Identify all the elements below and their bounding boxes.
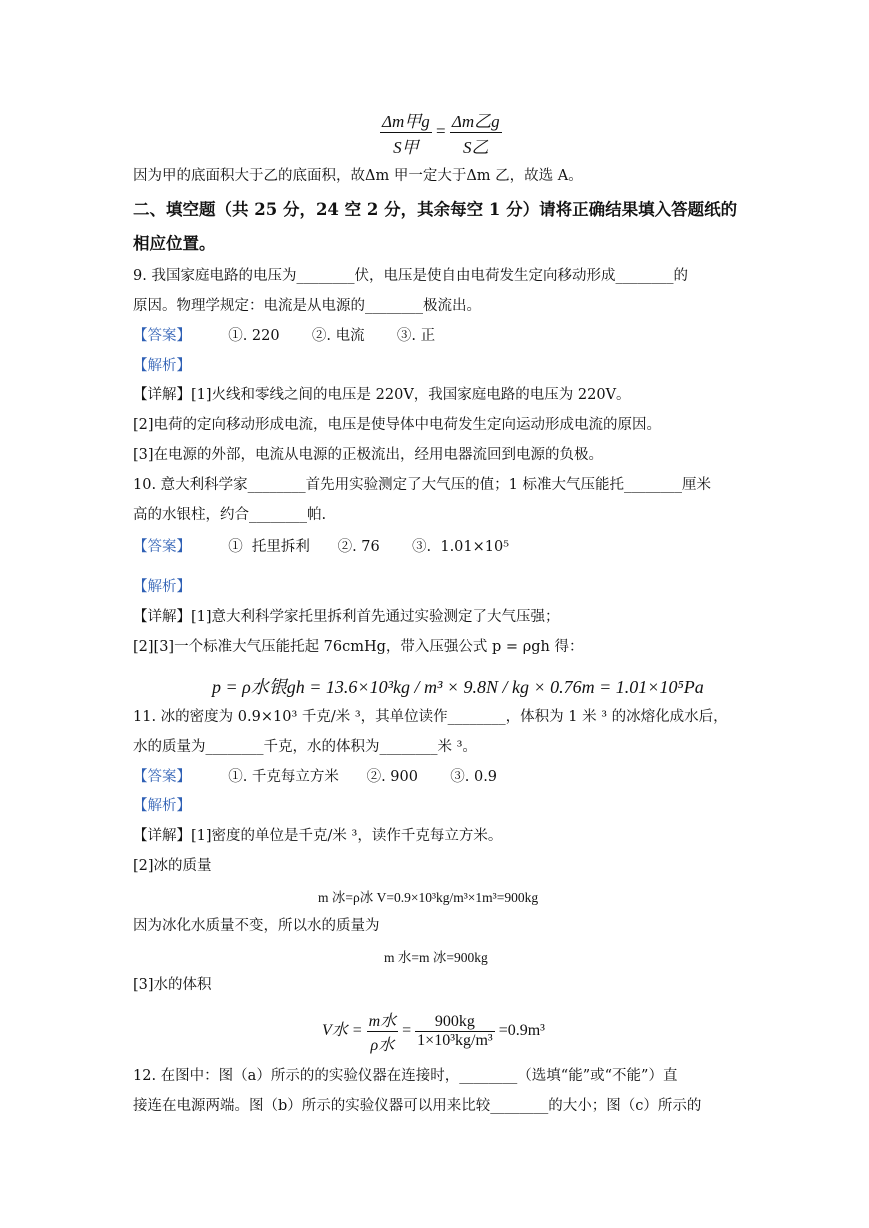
answer-text: ①. 220 ②. 电流 ③. 正 <box>228 328 436 344</box>
fraction-right-den: S乙 <box>462 138 489 157</box>
q10-detail1: 【详解】[1]意大利科学家托里拆利首先通过实验测定了大气压强； <box>133 609 560 625</box>
q11-line1: 11. 冰的密度为 0.9×10³ 千克/米 ³，其单位读作________，体积为 1 米 ³ 的冰熔化成水后， <box>133 709 728 725</box>
q11-detail2: [2]冰的质量 <box>133 858 212 874</box>
formula3-f1-num: m水 <box>367 1008 399 1032</box>
formula3-fraction2 <box>415 1013 495 1050</box>
q11-analysis-label: 【解析】 <box>133 798 191 814</box>
q9-analysis-label: 【解析】 <box>133 358 191 374</box>
fraction-left-num: Δm甲g <box>380 107 432 133</box>
q12-line2: 接连在电源两端。图（b）所示的实验仪器可以用来比较________的大小；图（c）所示的 <box>133 1098 702 1114</box>
q9-detail1: 【详解】[1]火线和零线之间的电压是 220V，我国家庭电路的电压为 220V。 <box>133 387 631 403</box>
q11-formula2: m 水=m 冰=900kg <box>384 950 488 965</box>
q11-detail1: 【详解】[1]密度的单位是千克/米 ³，读作千克每立方米。 <box>133 828 503 844</box>
q11-answer <box>133 767 497 787</box>
formula3-fraction1 <box>367 1008 399 1055</box>
q9-line1: 9. 我国家庭电路的电压为________伏，电压是使自由电荷发生定向移动形成________的 <box>133 268 688 284</box>
q10-answer <box>133 537 509 557</box>
q9-answer <box>133 326 435 346</box>
conclusion-line: 因为甲的底面积大于乙的底面积，故Δm 甲一定大于Δm 乙，故选 A。 <box>133 168 583 184</box>
section-title-line1: 二、填空题（共 25 分，24 空 2 分，其余每空 1 分）请将正确结果填入答题纸的 <box>133 200 738 219</box>
formula3-f2-den: 1×10³kg/m³ <box>417 1032 493 1049</box>
q9-line2: 原因。物理学规定：电流是从电源的________极流出。 <box>133 298 481 314</box>
formula3-f1-den: ρ水 <box>370 1037 395 1054</box>
answer-label: 【答案】 <box>133 769 191 785</box>
fraction-left-den: S甲 <box>393 138 419 157</box>
q11-line2: 水的质量为________千克，水的体积为________米 ³。 <box>133 739 477 755</box>
formula3-lhs: V水 = <box>322 1022 363 1040</box>
fraction-right <box>450 107 502 158</box>
section-title-line2: 相应位置。 <box>133 234 216 253</box>
q11-detail4: [3]水的体积 <box>133 977 212 993</box>
q10-line2: 高的水银柱，约合________帕. <box>133 507 327 523</box>
q11-formula1: m 冰=ρ冰 V=0.9×10³kg/m³×1m³=900kg <box>318 890 539 905</box>
fraction-right-num: Δm乙g <box>450 107 502 133</box>
q9-detail3: [3]在电源的外部，电流从电源的正极流出，经用电器流回到电源的负极。 <box>133 447 604 463</box>
formula-top <box>380 107 502 158</box>
q9-detail2: [2]电荷的定向移动形成电流，电压是使导体中电荷发生定向运动形成电流的原因。 <box>133 417 662 433</box>
q10-line1: 10. 意大利科学家________首先用实验测定了大气压的值；1 标准大气压能托________厘米 <box>133 477 712 493</box>
q11-detail3: 因为冰化水质量不变，所以水的质量为 <box>133 918 380 934</box>
answer-label: 【答案】 <box>133 328 191 344</box>
formula3-eq: = <box>402 1022 412 1040</box>
formula3-f2-num: 900kg <box>415 1013 495 1032</box>
q11-formula3 <box>322 1008 545 1055</box>
answer-text: ①. 千克每立方米 ②. 900 ③. 0.9 <box>228 769 498 785</box>
fraction-left <box>380 107 432 158</box>
q10-analysis-label: 【解析】 <box>133 579 191 595</box>
equals-sign: = <box>436 121 446 141</box>
formula3-rhs: =0.9m³ <box>498 1022 545 1040</box>
q10-formula: p = ρ水银gh = 13.6×10³kg / m³ × 9.8N / kg × 0.76m = 1.01×10⁵Pa <box>212 677 704 697</box>
q10-detail2: [2][3]一个标准大气压能托起 76cmHg，带入压强公式 p = ρgh 得： <box>133 639 584 655</box>
q12-line1: 12. 在图中：图（a）所示的的实验仪器在连接时，________（选填“能”或“不能”）直 <box>133 1068 678 1084</box>
answer-text: ① 托里拆利 ②. 76 ③. 1.01×10⁵ <box>228 539 510 555</box>
answer-label: 【答案】 <box>133 539 191 555</box>
